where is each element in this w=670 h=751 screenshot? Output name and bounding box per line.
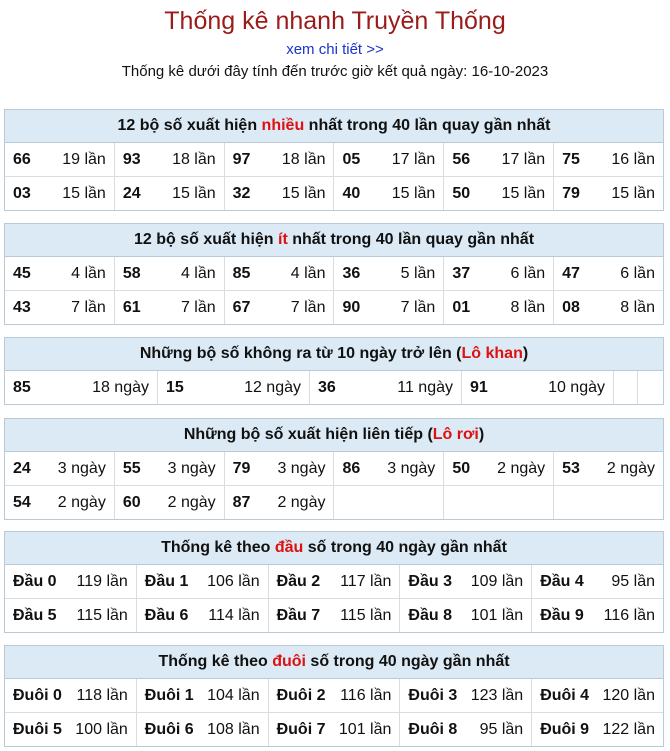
empty-cell xyxy=(553,486,663,519)
duoi-stats-table xyxy=(4,645,664,747)
table-row xyxy=(5,371,663,404)
number-cell: 45 4 lần xyxy=(13,264,106,282)
number-cell: 15 12 ngày xyxy=(157,371,309,404)
number-cell: 24 3 ngày xyxy=(13,459,106,477)
digit-cell: Đầu 4 95 lần xyxy=(531,565,663,598)
dau-stats-table xyxy=(4,531,664,633)
digit-cell: Đuôi 3 123 lần xyxy=(399,679,531,712)
most-frequent-title: 12 bộ số xuất hiện nhiều nhất trong 40 lần quay gần nhất xyxy=(5,110,663,143)
digit-cell: Đuôi 2 116 lần xyxy=(268,679,400,712)
number-cell: 97 18 lần xyxy=(224,143,334,176)
number-cell: 53 2 ngày xyxy=(553,452,663,485)
digit-cell: Đầu 6 114 lần xyxy=(136,599,268,632)
number-cell: 55 3 ngày xyxy=(114,452,224,485)
number-cell: 85 18 ngày xyxy=(13,378,149,396)
number-cell: 08 8 lần xyxy=(553,291,663,324)
digit-cell: Đuôi 7 101 lần xyxy=(268,713,400,746)
digit-cell: Đuôi 5 100 lần xyxy=(13,720,128,738)
table-row xyxy=(5,452,663,485)
number-cell: 60 2 ngày xyxy=(114,486,224,519)
table-row xyxy=(5,290,663,324)
digit-cell: Đầu 0 119 lần xyxy=(13,572,128,590)
number-cell: 87 2 ngày xyxy=(224,486,334,519)
table-row xyxy=(5,257,663,290)
digit-cell: Đuôi 4 120 lần xyxy=(531,679,663,712)
digit-cell: Đuôi 0 118 lần xyxy=(13,686,128,704)
empty-cell xyxy=(443,486,553,519)
number-cell: 79 15 lần xyxy=(553,177,663,210)
digit-cell: Đầu 7 115 lần xyxy=(268,599,400,632)
digit-cell: Đầu 5 115 lần xyxy=(13,606,128,624)
table-row xyxy=(5,712,663,746)
digit-cell: Đuôi 9 122 lần xyxy=(531,713,663,746)
digit-cell: Đuôi 6 108 lần xyxy=(136,713,268,746)
number-cell: 50 15 lần xyxy=(443,177,553,210)
number-cell: 56 17 lần xyxy=(443,143,553,176)
number-cell: 50 2 ngày xyxy=(443,452,553,485)
number-cell: 66 19 lần xyxy=(13,150,106,168)
duoi-stats-title: Thống kê theo đuôi số trong 40 ngày gần nhất xyxy=(5,646,663,679)
lo-khan-title: Những bộ số không ra từ 10 ngày trở lên (Lô khan) xyxy=(5,338,663,371)
number-cell: 67 7 lần xyxy=(224,291,334,324)
empty-cell xyxy=(613,371,637,404)
number-cell: 91 10 ngày xyxy=(461,371,613,404)
page-title: Thống kê nhanh Truyền Thống xyxy=(164,7,506,35)
number-cell: 43 7 lần xyxy=(13,298,106,316)
page-header xyxy=(0,6,670,82)
number-cell: 32 15 lần xyxy=(224,177,334,210)
number-cell: 03 15 lần xyxy=(13,184,106,202)
lo-roi-table xyxy=(4,418,664,520)
number-cell: 36 11 ngày xyxy=(309,371,461,404)
number-cell: 05 17 lần xyxy=(333,143,443,176)
digit-cell: Đầu 8 101 lần xyxy=(399,599,531,632)
number-cell: 79 3 ngày xyxy=(224,452,334,485)
date-note: Thống kê dưới đây tính đến trước giờ kết quả ngày: 16-10-2023 xyxy=(121,63,549,80)
empty-cell xyxy=(333,486,443,519)
digit-cell: Đầu 2 117 lần xyxy=(268,565,400,598)
empty-cell xyxy=(637,371,663,404)
digit-cell: Đầu 1 106 lần xyxy=(136,565,268,598)
table-row xyxy=(5,143,663,176)
number-cell: 86 3 ngày xyxy=(333,452,443,485)
table-row xyxy=(5,565,663,598)
number-cell: 36 5 lần xyxy=(333,257,443,290)
digit-cell: Đầu 9 116 lần xyxy=(531,599,663,632)
digit-cell: Đuôi 1 104 lần xyxy=(136,679,268,712)
number-cell: 54 2 ngày xyxy=(13,493,106,511)
most-frequent-table xyxy=(4,109,664,211)
number-cell: 40 15 lần xyxy=(333,177,443,210)
table-row xyxy=(5,176,663,210)
number-cell: 75 16 lần xyxy=(553,143,663,176)
number-cell: 24 15 lần xyxy=(114,177,224,210)
lo-khan-table xyxy=(4,337,664,405)
number-cell: 93 18 lần xyxy=(114,143,224,176)
number-cell: 47 6 lần xyxy=(553,257,663,290)
table-row xyxy=(5,679,663,712)
number-cell: 90 7 lần xyxy=(333,291,443,324)
least-frequent-table xyxy=(4,223,664,325)
table-row xyxy=(5,485,663,519)
number-cell: 85 4 lần xyxy=(224,257,334,290)
number-cell: 01 8 lần xyxy=(443,291,553,324)
view-details-link[interactable]: xem chi tiết >> xyxy=(286,41,384,58)
lo-roi-title: Những bộ số xuất hiện liên tiếp (Lô rơi) xyxy=(5,419,663,452)
table-row xyxy=(5,598,663,632)
digit-cell: Đuôi 8 95 lần xyxy=(399,713,531,746)
number-cell: 37 6 lần xyxy=(443,257,553,290)
number-cell: 61 7 lần xyxy=(114,291,224,324)
number-cell: 58 4 lần xyxy=(114,257,224,290)
dau-stats-title: Thống kê theo đầu số trong 40 ngày gần nhất xyxy=(5,532,663,565)
digit-cell: Đầu 3 109 lần xyxy=(399,565,531,598)
least-frequent-title: 12 bộ số xuất hiện ít nhất trong 40 lần quay gần nhất xyxy=(5,224,663,257)
